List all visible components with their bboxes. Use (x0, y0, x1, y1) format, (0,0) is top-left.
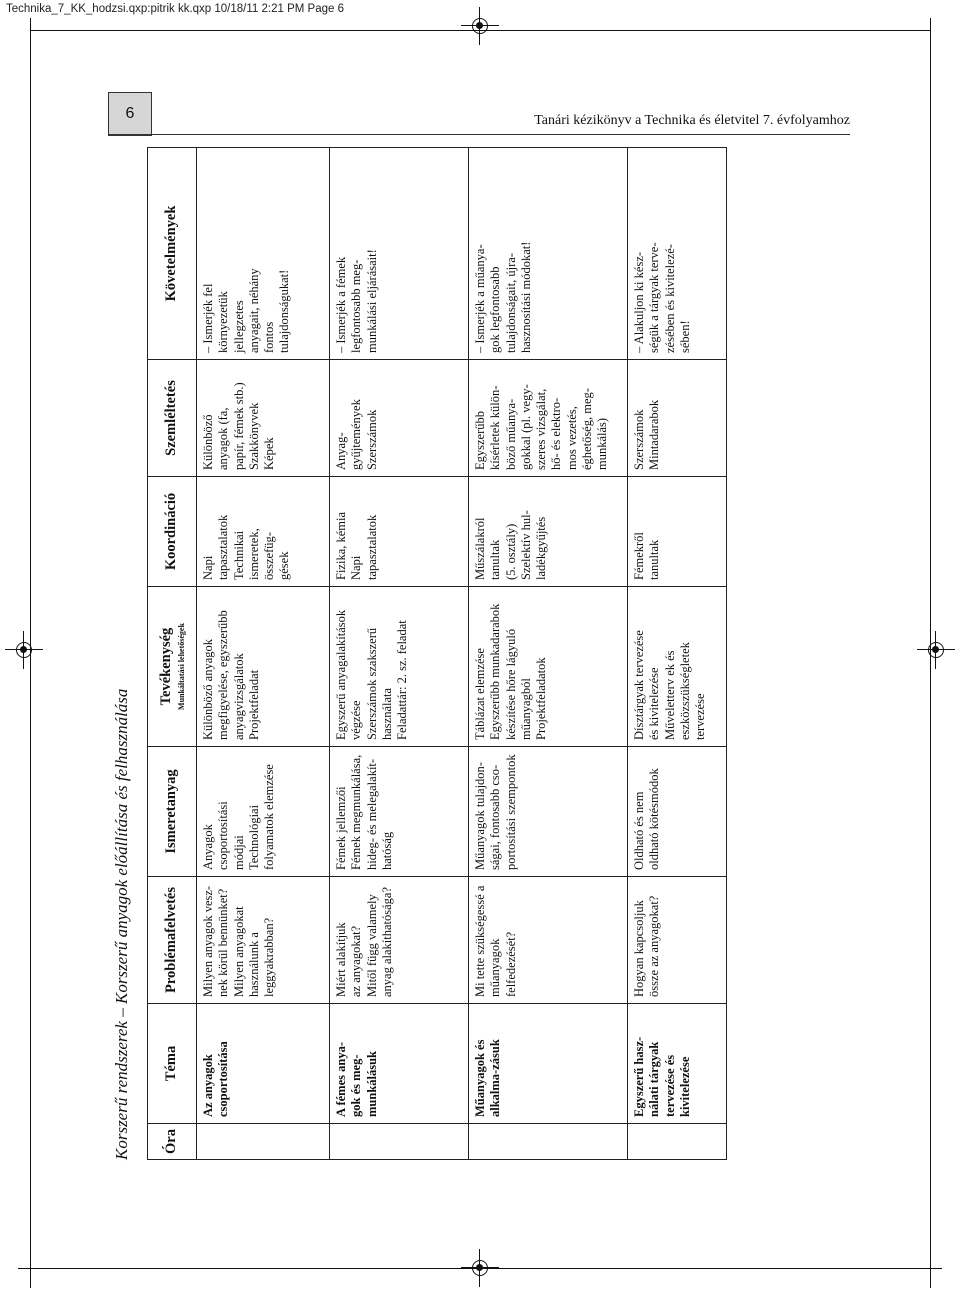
cell-line: hő- és elektro- (549, 397, 564, 470)
cell-line: ladékgyűjtés (534, 516, 548, 580)
registration-mark-left-icon (14, 640, 34, 660)
cell-line: Anyagok csoportosítási (201, 801, 231, 870)
cell-koordinacio (197, 477, 330, 587)
cell-problemafelvetes (330, 877, 469, 1004)
cell-line: ságai, fontosabb cso- (488, 764, 503, 870)
cell-line: Oldható és nem (632, 791, 646, 870)
section-title: Korszerű rendszerek – Korszerű anyagok előállítása és felhasználása (112, 688, 131, 1160)
cell-line: gések (277, 551, 292, 580)
cell-line: gokkal (pl. vegy- (518, 384, 533, 470)
cell-line: gyűjtemények (349, 399, 364, 470)
cell-tema (469, 1004, 628, 1124)
cell-line: Szakkönyvek (246, 402, 261, 470)
cell-line: ségük a tárgyak terve- (647, 242, 662, 353)
cell-ismeretanyag (469, 747, 628, 877)
cell-line: Mi tette szükségessé a (473, 885, 487, 997)
table-row (469, 148, 628, 1160)
cell-line: Fizika, kémia (334, 511, 348, 580)
cell-line: kísérletek külön- (488, 385, 503, 470)
cell-line: eszközszükségletek (677, 642, 692, 740)
cell-line: Fémek jellemzői (334, 786, 348, 870)
cell-line: oldható kötésmódok (647, 768, 662, 870)
cell-line: csoportosítása (216, 1041, 231, 1117)
cell-problemafelvetes (628, 877, 727, 1004)
running-head: Tanári kézikönyv a Technika és életvitel 7. évfolyamhoz (534, 113, 850, 128)
cell-line: Dísztárgyak tervezése (632, 630, 646, 740)
registration-mark-right-icon (926, 640, 946, 660)
cell-koordinacio (628, 477, 727, 587)
header-problemafelvetes: Problémafelvetés (148, 877, 197, 1004)
cell-line: jellegzetes (231, 300, 246, 353)
cell-line: szeres vizsgálat, (534, 388, 548, 470)
table-row (330, 148, 469, 1160)
header-tevekenyseg-sub: Munkáltatási lehetőségek (176, 623, 186, 710)
cell-tema (330, 1004, 469, 1124)
cell-line: böző műanya- (503, 398, 518, 470)
header-szemleltetes: Szemléltetés (148, 360, 197, 477)
cell-kovetelmenyek (330, 148, 469, 360)
cell-line: műanyagból (518, 678, 533, 740)
cell-tevekenyseg (628, 587, 727, 747)
cell-ora (628, 1124, 727, 1160)
cell-line: anyagait, néhány (246, 268, 261, 353)
cell-line: anyag alakíthatósága? (379, 886, 394, 997)
cell-line: Fémek megmunkálása, (349, 754, 364, 870)
cell-line: munkálási eljárásait! (364, 249, 379, 353)
cell-line: Anyag- (334, 432, 348, 470)
cell-line: Műanyagok és (473, 1039, 487, 1117)
rotated-table-panel (107, 148, 707, 1160)
cell-line: Napi (349, 555, 364, 580)
cell-line: Mitől függ valamely (364, 894, 379, 997)
cell-line: Képek (262, 437, 276, 470)
cell-problemafelvetes (197, 877, 330, 1004)
cell-szemleltetes (469, 360, 628, 477)
cell-line: használata (379, 687, 394, 740)
cell-line: és kivitelezése (647, 667, 662, 740)
cell-line: anyagvizsgálatok (231, 653, 246, 740)
cell-ismeretanyag (330, 747, 469, 877)
cell-line: – Ismerjék a műanya- (473, 244, 487, 353)
cell-line: Műszálakról (473, 517, 487, 580)
cell-szemleltetes (197, 360, 330, 477)
cell-ora (197, 1124, 330, 1160)
cell-line: Egyszerűbb munkadarabok (488, 603, 503, 740)
cell-line: Egyszerű hasz- (632, 1036, 646, 1117)
cell-line: mos vezetés, (564, 406, 579, 470)
cell-koordinacio (469, 477, 628, 587)
cell-ismeretanyag (197, 747, 330, 877)
cell-line: Fémekről (632, 532, 646, 580)
registration-mark-bottom-icon (470, 1258, 490, 1278)
cell-line: Az anyagok (201, 1054, 215, 1117)
header-tevekenyseg-label: Tevékenység (158, 627, 175, 706)
cell-line: használunk a (246, 932, 261, 997)
cell-line: műanyagok (488, 938, 503, 997)
cell-line: tulajdonságait, újra- (503, 253, 518, 353)
cell-tevekenyseg (330, 587, 469, 747)
cell-ora (330, 1124, 469, 1160)
header-tevekenyseg (148, 587, 197, 747)
cell-szemleltetes (330, 360, 469, 477)
cell-tevekenyseg (197, 587, 330, 747)
cell-problemafelvetes (469, 877, 628, 1004)
cell-line: anyagok (fa, (216, 407, 231, 470)
cell-line: hideg- és melegalakít- (364, 758, 379, 870)
cell-line: ismeretek, (246, 528, 261, 580)
cell-line: Táblázat elemzése (473, 648, 487, 740)
cell-line: papír, fémek stb.) (231, 382, 246, 470)
cell-line: Műveletterv ek és (662, 650, 677, 740)
cell-line: Egyszerű anyagalakítások (334, 609, 348, 740)
curriculum-table (147, 147, 727, 1160)
cell-line: környezetük (216, 291, 231, 353)
cell-line: tulajdonságukat! (277, 269, 292, 353)
cell-line: tapasztalatok (364, 514, 379, 580)
cell-line: összefüg- (262, 532, 276, 580)
table-header-row (148, 148, 197, 1160)
cell-line: Egyszerűbb (473, 410, 487, 470)
cell-line: hasznosítási módokat! (518, 241, 533, 353)
cell-line: módjai (231, 835, 246, 870)
cell-line: nek körül bennünket? (216, 888, 231, 997)
cell-line: leggyakrabban? (262, 917, 276, 997)
header-koordinacio: Koordináció (148, 477, 197, 587)
cell-line: tervezése és (662, 1054, 677, 1117)
registration-mark-top-icon (470, 16, 490, 36)
cell-line: az anyagokat? (349, 925, 364, 997)
cell-line: készítése hőre lágyuló (503, 628, 518, 740)
cell-line: legfontosabb meg- (349, 259, 364, 353)
cell-kovetelmenyek (628, 148, 727, 360)
cell-line: gok és meg- (349, 1054, 364, 1117)
cell-ismeretanyag (628, 747, 727, 877)
cell-line: Projektfeladatok (534, 657, 548, 740)
cell-line: Különböző anyagok (201, 638, 215, 740)
cell-line: Hogyan kapcsoljuk (632, 900, 646, 997)
cell-line: Mintadarabok (647, 399, 662, 470)
cell-line: tapasztalatok (216, 514, 231, 580)
cell-tevekenyseg (469, 587, 628, 747)
header-rule (108, 134, 850, 135)
cell-line: Technikai (231, 530, 246, 580)
cell-tema (628, 1004, 727, 1124)
cell-line: A fémes anya- (334, 1042, 348, 1117)
cell-line: zésében és kivitelezé- (662, 244, 677, 353)
cell-line: alkalma-zásuk (488, 1039, 503, 1117)
cell-szemleltetes (628, 360, 727, 477)
cell-line: tervezése (693, 693, 707, 740)
cell-kovetelmenyek (469, 148, 628, 360)
cell-line: végzése (349, 700, 364, 740)
header-tema: Téma (148, 1004, 197, 1124)
cell-kovetelmenyek (197, 148, 330, 360)
header-kovetelmenyek: Követelmények (148, 148, 197, 360)
cell-line: hatóság (379, 831, 394, 870)
header-ismeretanyag: Ismeretanyag (148, 747, 197, 877)
cell-line: össze az anyagokat? (647, 895, 662, 997)
cell-line: kivitelezése (677, 1056, 692, 1117)
cell-line: gok legfontosabb (488, 266, 503, 353)
cell-line: folyamatok elemzése (262, 764, 276, 870)
cell-line: nálati tárgyak (647, 1041, 662, 1117)
cell-line: Szerszámok (364, 409, 379, 470)
cell-tema (197, 1004, 330, 1124)
cell-line: fontos (262, 321, 276, 353)
cell-line: Különböző (201, 414, 215, 470)
cell-line: – Ismerjék fel (201, 283, 215, 353)
cell-line: felfedezését? (503, 931, 518, 997)
cell-line: – Alakuljon ki kész- (632, 251, 646, 353)
cell-line: Műanyagok tulajdon- (473, 762, 487, 870)
cell-line: megfigyelése, egyszerűbb (216, 610, 231, 740)
cell-line: Szerszámok szakszerű (364, 627, 379, 740)
cell-line: Technológiai (246, 804, 261, 870)
cell-line: tanultak (647, 539, 662, 580)
cell-line: munkálásuk (364, 1050, 379, 1117)
header-ora: Óra (148, 1124, 197, 1160)
table-row (197, 148, 330, 1160)
cell-line: munkálás) (595, 417, 609, 470)
cell-line: tanultak (488, 539, 503, 580)
cell-line: – Ismerjék a fémek (334, 256, 348, 353)
cell-line: Projektfeladat (246, 669, 261, 740)
cell-line: Milyen anyagok vesz- (201, 885, 215, 997)
cell-line: éghetőség, meg- (579, 388, 594, 470)
cell-line: (5. osztály) (503, 523, 518, 580)
cell-line: Szelektív hul- (518, 510, 533, 580)
cell-line: sében! (677, 320, 692, 353)
cell-ora (469, 1124, 628, 1160)
cell-koordinacio (330, 477, 469, 587)
cell-line: Szerszámok (632, 409, 646, 470)
table-row (628, 148, 727, 1160)
cell-line: Miért alakítjuk (334, 922, 348, 997)
cell-line: portosítási szempontok (503, 754, 518, 870)
cell-line: Feladattár: 2. sz. feladat (395, 620, 409, 740)
print-slug: Technika_7_KK_hodzsi.qxp:pitrik kk.qxp 10/18/11 2:21 PM Page 6 (6, 3, 344, 15)
page-number: 6 (108, 92, 152, 136)
cell-line: Milyen anyagokat (231, 906, 246, 997)
cell-line: Napi (201, 555, 215, 580)
